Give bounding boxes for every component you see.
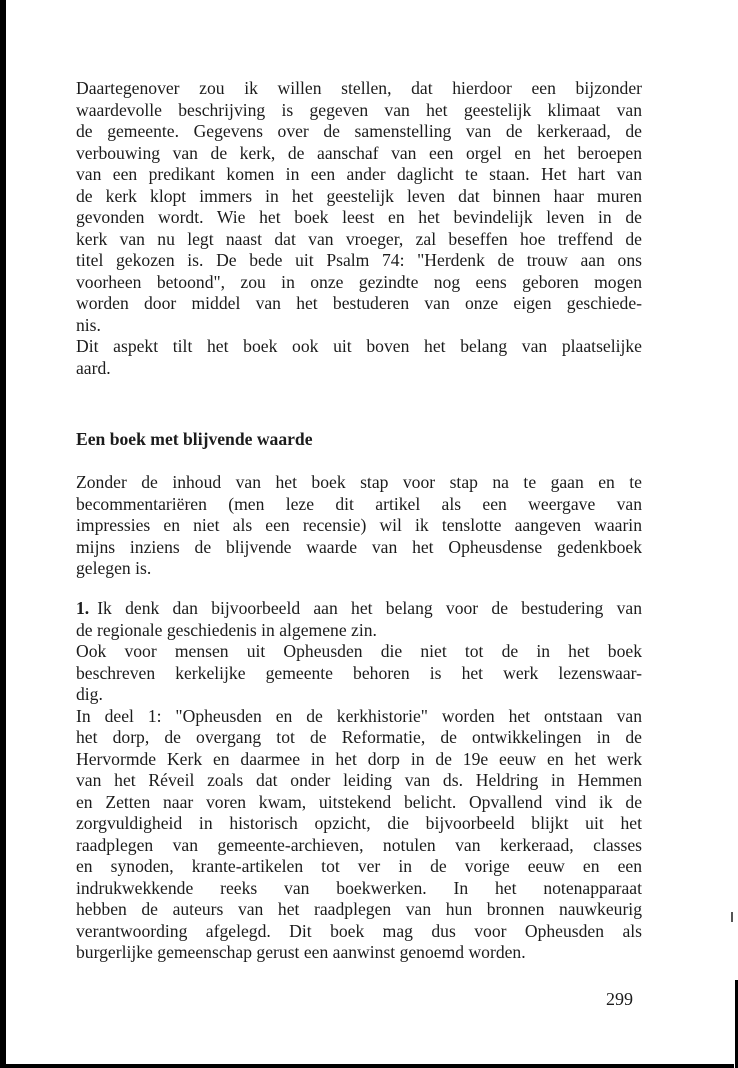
section-heading: Een boek met blijvende waarde [76,429,313,449]
text-line: hebben de auteurs van het raadplegen van hun bronnen nauwkeurig [76,899,642,919]
page-number: 299 [606,989,633,1009]
text-line: mijns inziens de blijvende waarde van het Opheusdense gedenkboek [76,536,642,557]
text-line: dig. [76,684,103,704]
text-line: becommentariëren (men leze dit artikel als een weergave van [76,493,642,514]
margin-mark [731,912,733,922]
text-line: beschreven kerkelijke gemeente behoren is het werk lezenswaar- [76,662,642,683]
text-line: nis. [76,314,101,335]
section-intro-paragraph [76,472,642,580]
text-line: waardevolle beschrijving is gegeven van het geestelijk klimaat van [76,99,642,120]
text-line: gelegen is. [76,558,152,578]
text-line: van een predikant komen in een ander daglicht te staan. Het hart van [76,164,642,184]
text-line: worden door middel van het bestuderen van onze eigen geschiede- [76,293,642,313]
text-line: het dorp, de overgang tot de Reformatie, de ontwikkelingen in de [76,727,642,747]
text-line: raadplegen van gemeente-archieven, notulen van kerkeraad, classes [76,834,642,855]
text-line: aard. [76,357,111,378]
text-line: Ook voor mensen uit Opheusden die niet tot de in het boek [76,641,642,661]
text-line: kerk van nu legt naast dat van vroeger, zal beseffen hoe treffend de [76,228,642,249]
text-line: Zonder de inhoud van het boek stap voor stap na te gaan en te [76,472,642,492]
text-line: In deel 1: "Opheusden en de kerkhistorie" worden het ontstaan van [76,705,642,726]
text-line: impressies en niet als een recensie) wil ik tenslotte aangeven waarin [76,515,642,535]
text-line: en synoden, krante-artikelen tot ver in de vorige eeuw en een [76,856,642,876]
text-line: Hervormde Kerk en daarmee in het dorp in de 19e eeuw en het werk [76,748,642,769]
text-line: burgerlijke gemeenschap gerust een aanwinst genoemd worden. [76,942,526,962]
text-line: de regionale geschiedenis in algemene zin. [76,619,377,640]
text-line: zorgvuldigheid in historisch opzicht, die bijvoorbeeld blijkt uit het [76,813,642,833]
text-line: van het Réveil zoals dat onder leiding van ds. Heldring in Hemmen [76,770,642,790]
text-line [76,598,642,620]
text-line: de kerk klopt immers in het geestelijk leven dat binnen haar muren [76,185,642,206]
numbered-point-paragraph [76,598,642,964]
intro-paragraph [76,78,642,379]
text-line: gevonden wordt. Wie het boek leest en het bevindelijk leven in de [76,207,642,227]
text-line: voorheen betoond", zou in onze gezindte nog eens geboren mogen [76,271,642,292]
text-line: verantwoording afgelegd. Dit boek mag dus voor Opheusden als [76,920,642,941]
point-number: 1. [76,598,90,618]
text-line: titel gekozen is. De bede uit Psalm 74: "Herdenk de trouw aan ons [76,250,642,270]
text-line: indrukwekkende reeks van boekwerken. In het notenapparaat [76,877,642,898]
text-line: Dit aspekt tilt het boek ook uit boven het belang van plaatselijke [76,336,642,356]
point-first-line: Ik denk dan bijvoorbeeld aan het belang voor de bestudering van [97,598,642,618]
text-line: verbouwing van de kerk, de aanschaf van een orgel en het beroepen [76,142,642,163]
text-line: en Zetten naar voren kwam, uitstekend belicht. Opvallend vind ik de [76,791,642,812]
bottom-page-edge [0,1064,734,1068]
left-page-edge [0,0,6,1068]
text-line: Daartegenover zou ik willen stellen, dat hierdoor een bijzonder [76,78,642,98]
text-line: de gemeente. Gegevens over de samenstelling van de kerkeraad, de [76,121,642,141]
